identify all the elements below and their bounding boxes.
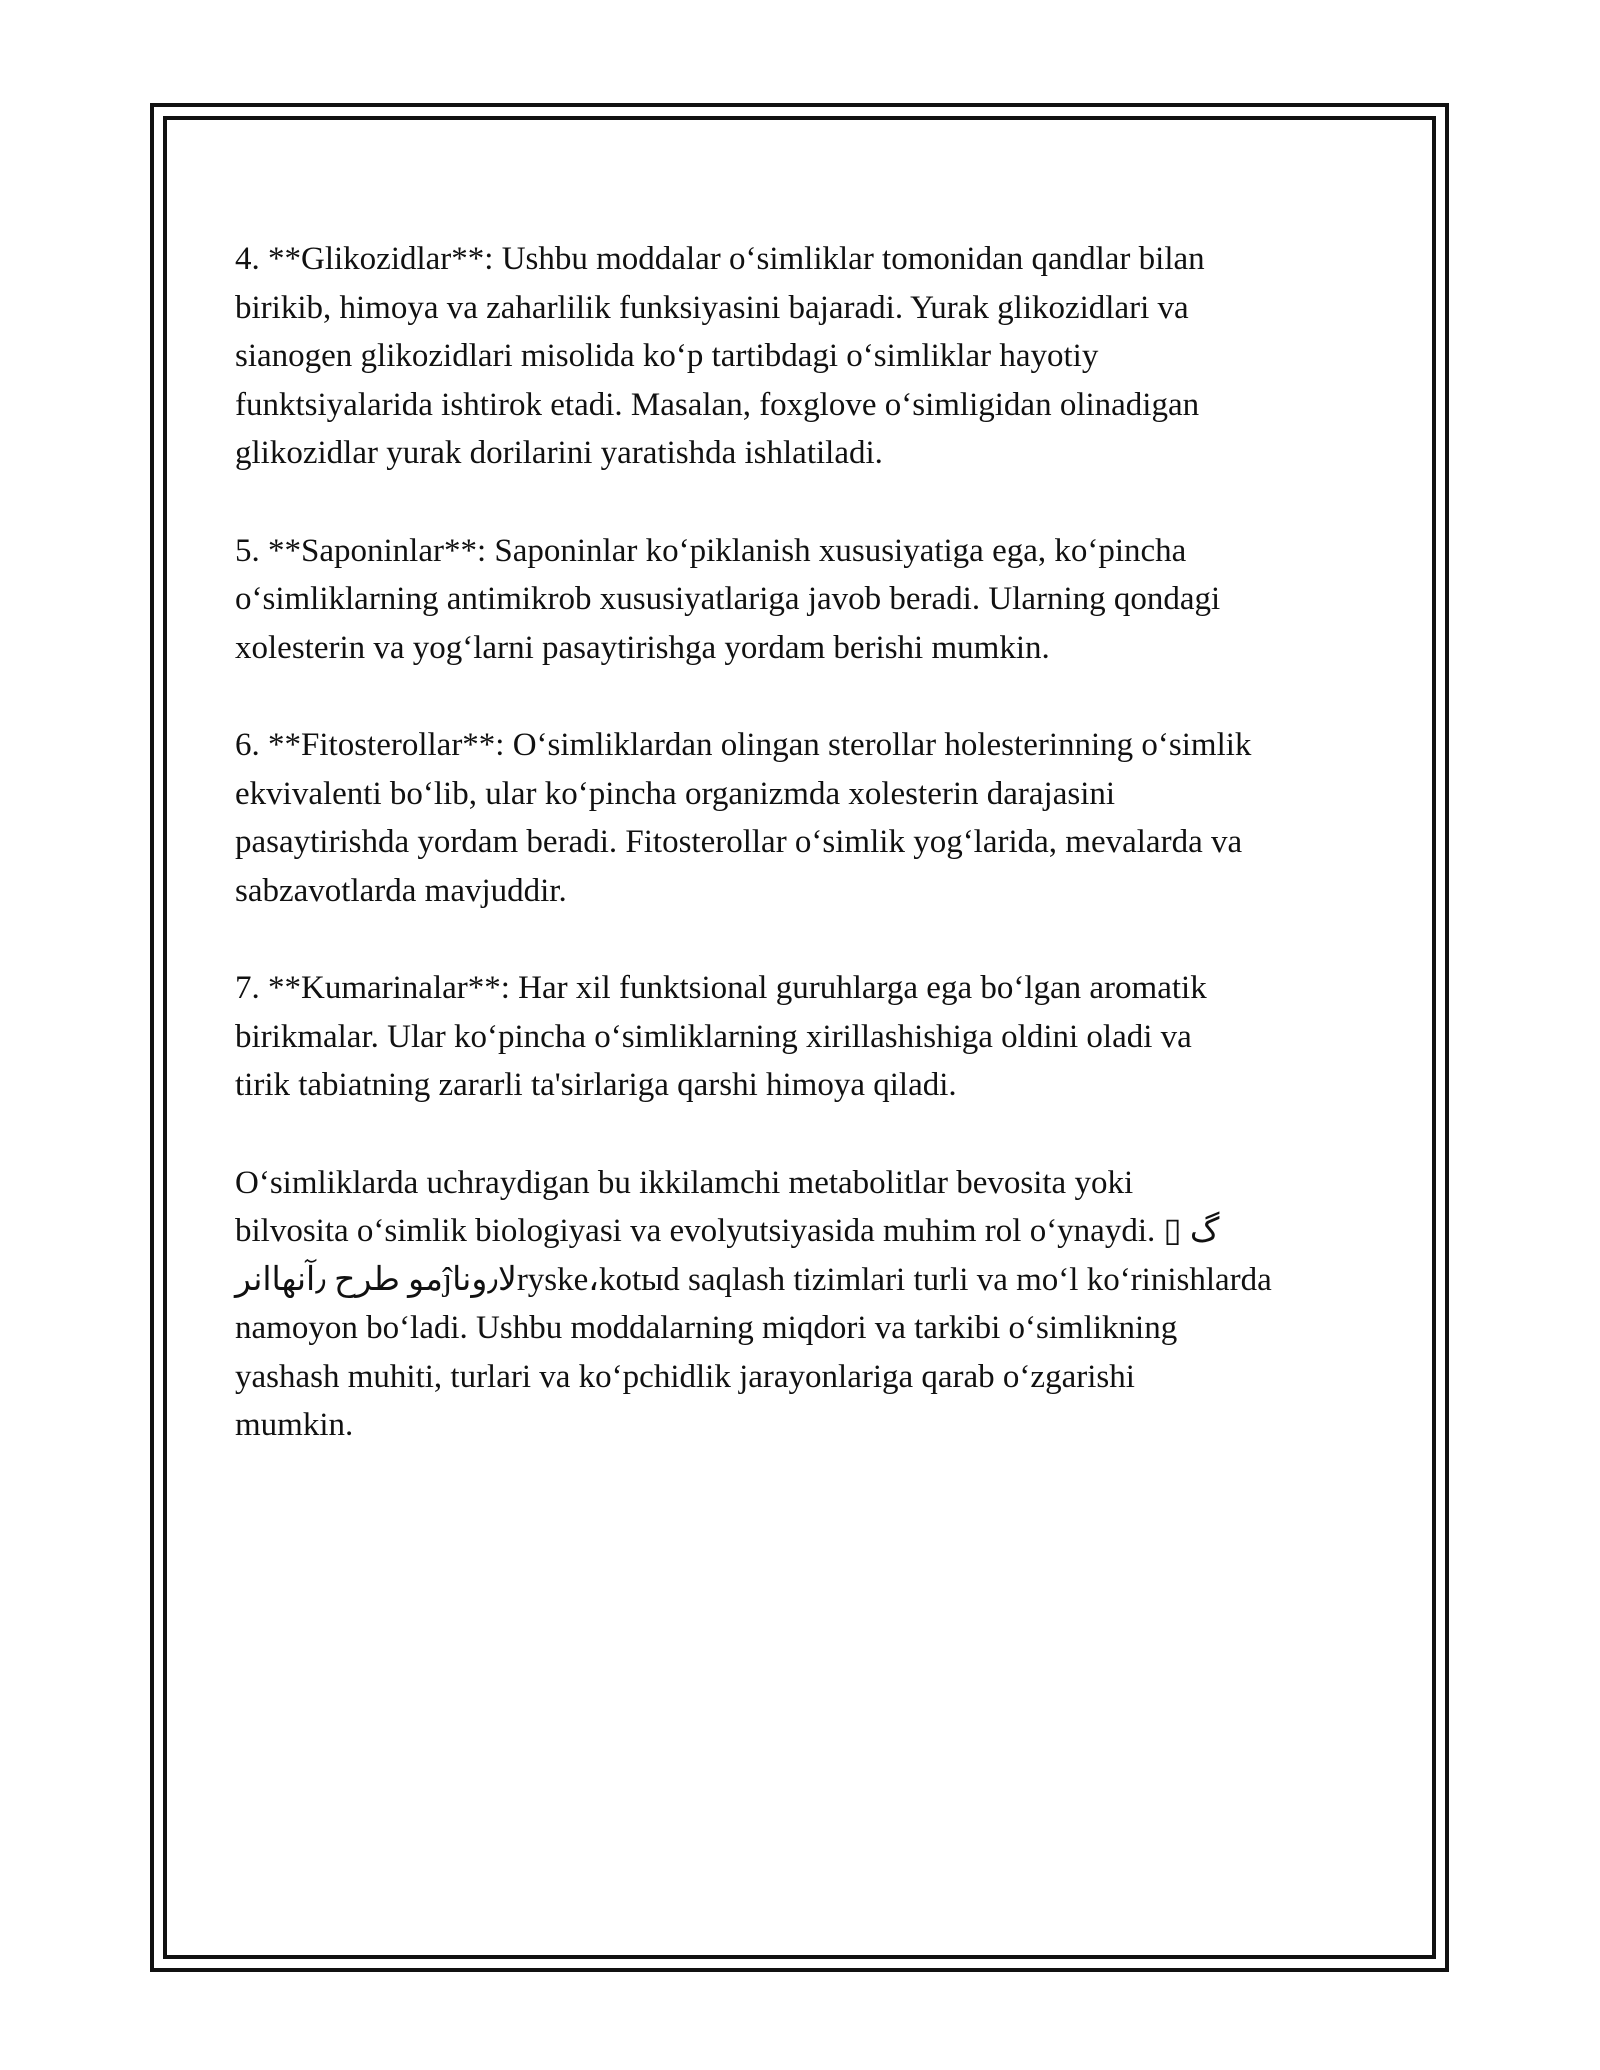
document-body — [235, 235, 1375, 1450]
paragraph-conclusion: O‘simliklarda uchraydigan bu ikkilamchi metabolitlar bevosita yoki bilvosita o‘simlik biologiyasi va evolyutsiyasida muhim rol o‘ynaydi. ▯ گ مو طرح ٫آنهاانرĵلا٫وناryske،kotыd saqlash tizimlari turli va mo‘l ko‘rinishlarda namoyon bo‘ladi. Ushbu moddalarning miqdori va tarkibi o‘simlikning yashash muhiti, turlari va ko‘pchidlik jarayonlariga qarab o‘zgarishi mumkin. — [235, 1164, 1272, 1443]
paragraph-kumarinalar: 7. **Kumarinalar**: Har xil funktsional guruhlarga ega bo‘lgan aromatik birikmalar. Ular ko‘pincha o‘simliklarning xirillashishiga oldini oladi va tirik tabiatning zararli ta'sirlariga qarshi himoya qiladi. — [235, 970, 1207, 1103]
paragraph-saponinlar: 5. **Saponinlar**: Saponinlar ko‘piklanish xususiyatiga ega, ko‘pincha o‘simliklarning antimikrob xususiyatlariga javob beradi. Ularning qondagi xolesterin va yog‘larni pasaytirishga yordam berishi mumkin. — [235, 532, 1221, 666]
paragraph-fitosterollar: 6. **Fitosterollar**: O‘simliklardan olingan sterollar holesterinning o‘simlik ekvivalenti bo‘lib, ular ko‘pincha organizmda xolesterin darajasini pasaytirishda yordam beradi. Fitosterollar o‘simlik yog‘larida, mevalarda va sabzavotlarda mavjuddir. — [235, 727, 1252, 909]
paragraph-glikozidlar: 4. **Glikozidlar**: Ushbu moddalar o‘simliklar tomonidan qandlar bilan birikib, himoya va zaharlilik funksiyasini bajaradi. Yurak glikozidlari va sianogen glikozidlari misolida ko‘p tartibdagi o‘simliklar hayotiy funktsiyalarida ishtirok etadi. Masalan, foxglove o‘simligidan olinadigan glikozidlar yurak dorilarini yaratishda ishlatiladi. — [235, 241, 1205, 471]
